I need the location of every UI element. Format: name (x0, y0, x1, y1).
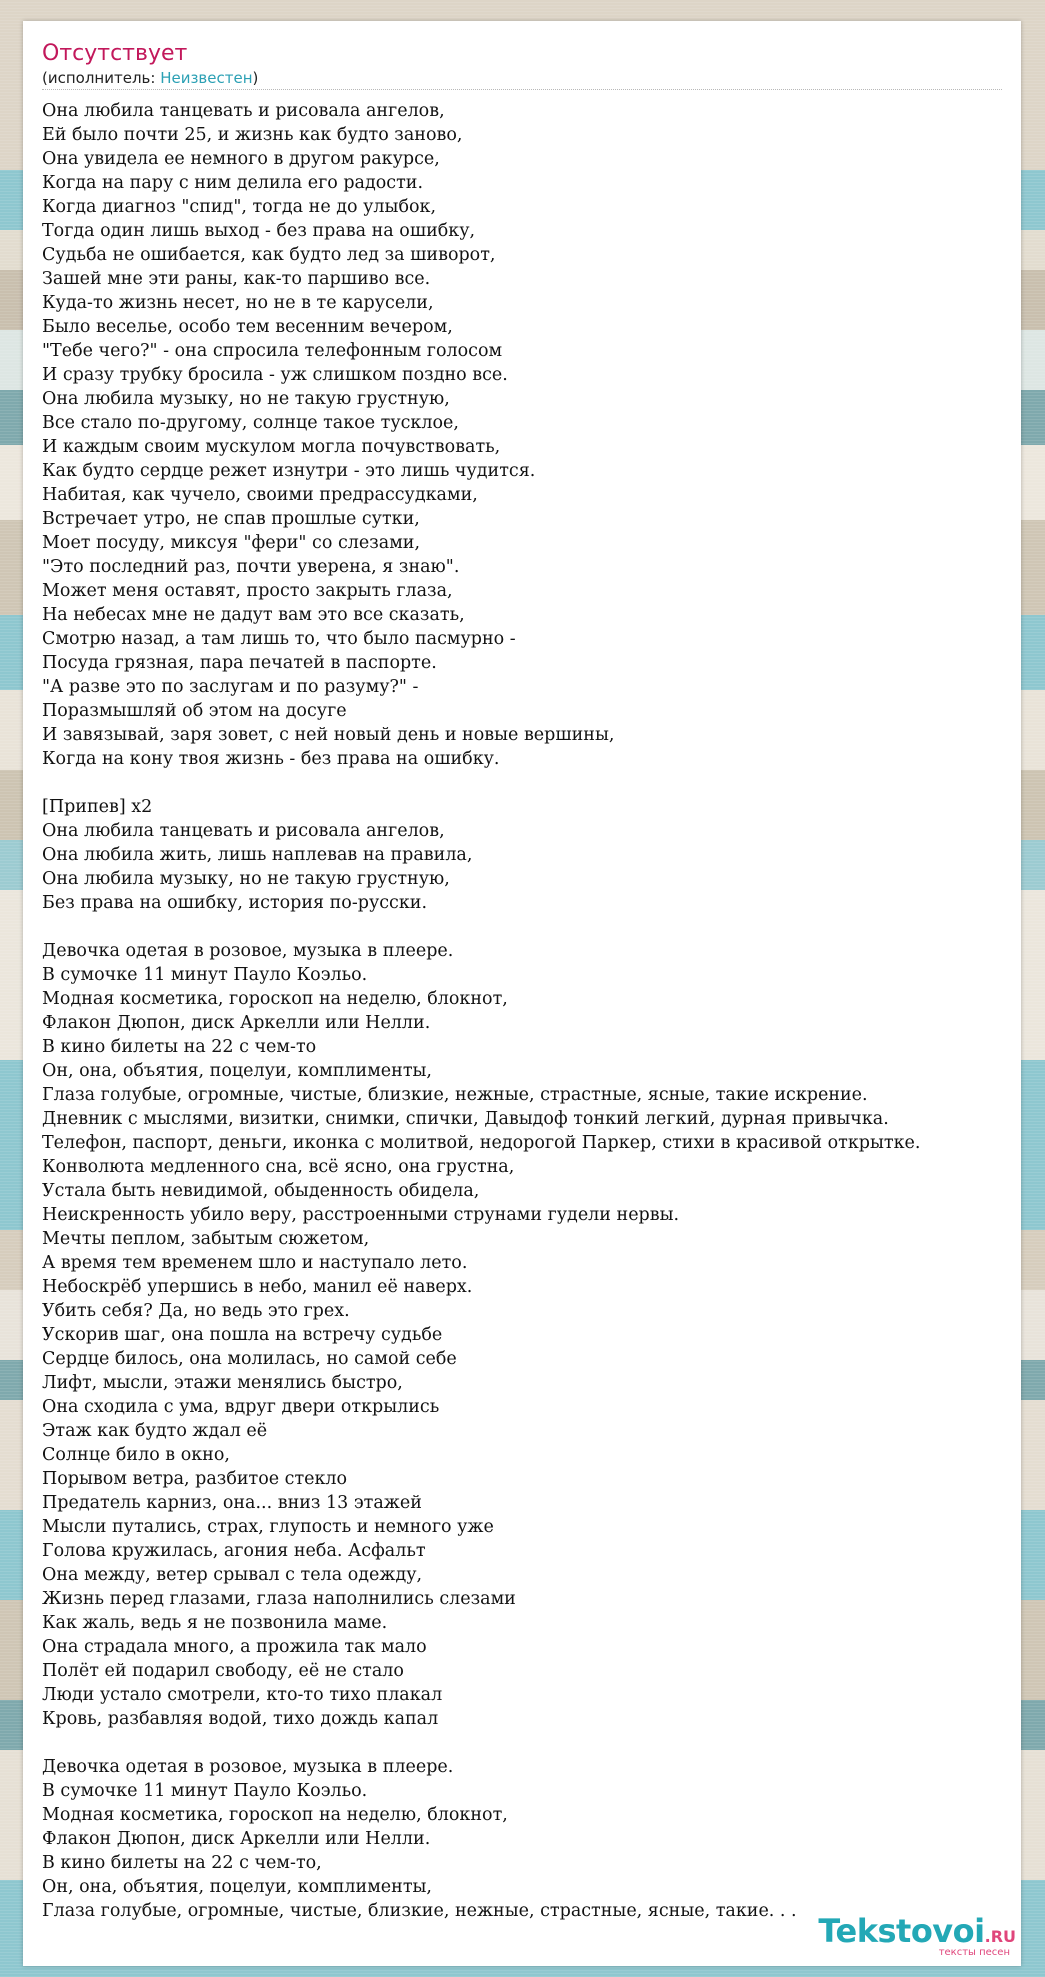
performer-line (42, 69, 258, 87)
logo-main-text: Tekstovoi (818, 1912, 985, 1950)
site-logo[interactable] (818, 1912, 1016, 1958)
lyrics-text: Она любила танцевать и рисовала ангелов, Ей было почти 25, и жизнь как будто заново, Она увидела ее немного в другом ракурсе, Когда на пару с ним делила его радости. Когда диагноз "спид", тогда не до улыбок, Тогда один лишь выход - без права на ошибку, Судьба не ошибается, как будто лед за шиворот, Зашей мне эти раны, как-то паршиво все. Куда-то жизнь несет, но не в те карусели, Было веселье, особо тем весенним вечером, "Тебе чего?" - она спросила телефонным голосом И сразу трубку бросила - уж слишком поздно все. Она любила музыку, но не такую грустную, Все стало по-другому, солнце такое тусклое, И каждым своим мускулом могла почувствовать, Как будто сердце режет изнутри - это лишь чудится. Набитая, как чучело, своими предрассудками, Встречает утро, не спав прошлые сутки, Моет посуду, миксуя "фери" со слезами, "Это последний раз, почти уверена, я знаю". Может меня оставят, просто закрыть глаза, На небесах мне не дадут вам это все сказать, Смотрю назад, а там лишь то, что было пасмурно - Посуда грязная, пара печатей в паспорте. "А разве это по заслугам и по разуму?" - Поразмышляй об этом на досуге И завязывай, заря зовет, с ней новый день и новые вершины, Когда на кону твоя жизнь - без права на ошибку. [Припев] x2 Она любила танцевать и рисовала ангелов, Она любила жить, лишь наплевав на правила, Она любила музыку, но не такую грустную, Без права на ошибку, история по-русски. Девочка одетая в розовое, музыка в плеере. В сумочке 11 минут Пауло Коэльо. Модная косметика, гороскоп на неделю, блокнот, Флакон Дюпон, диск Аркелли или Нелли. В кино билеты на 22 с чем-то Он, она, объятия, поцелуи, комплименты, Глаза голубые, огромные, чистые, близкие, нежные, страстные, ясные, такие искрение. Дневник с мыслями, визитки, снимки, спички, Давыдоф тонкий легкий, дурная привычка. Телефон, паспорт, деньги, иконка с молитвой, недорогой Паркер, стихи в красивой открытке. Конволюта медленного сна, всё ясно, она грустна, Устала быть невидимой, обыденность обидела, Неискренность убило веру, расстроенными струнами гудели нервы. Мечты пеплом, забытым сюжетом, А время тем временем шло и наступало лето. Небоскрёб упершись в небо, манил её наверх. Убить себя? Да, но ведь это грех. Ускорив шаг, она пошла на встречу судьбе Сердце билось, она молилась, но самой себе Лифт, мысли, этажи менялись быстро, Она сходила с ума, вдруг двери открылись Этаж как будто ждал её Солнце било в окно, Порывом ветра, разбитое стекло Предатель карниз, она... вниз 13 этажей Мысли путались, страх, глупость и немного уже Голова кружилась, агония неба. Асфальт Она между, ветер срывал с тела одежду, Жизнь перед глазами, глаза наполнились слезами Как жаль, ведь я не позвонила маме. Она страдала много, а прожила так мало Полёт ей подарил свободу, её не стало Люди устало смотрели, кто-то тихо плакал Кровь, разбавляя водой, тихо дождь капал Девочка одетая в розовое, музыка в плеере. В сумочке 11 минут Пауло Коэльо. Модная косметика, гороскоп на неделю, блокнот, Флакон Дюпон, диск Аркелли или Нелли. В кино билеты на 22 с чем-то, Он, она, объятия, поцелуи, комплименты, Глаза голубые, огромные, чистые, близкие, нежные, страстные, ясные, такие. . . (42, 101, 921, 1921)
song-title: Отсутствует (42, 41, 188, 66)
performer-prefix: (исполнитель: (42, 69, 161, 87)
performer-suffix: ) (252, 69, 259, 87)
lyrics-card (23, 21, 1021, 1966)
performer-link[interactable]: Неизвестен (160, 69, 253, 87)
title-divider (42, 89, 1002, 90)
logo-tagline: тексты песен (938, 1947, 1010, 1958)
logo-tld-text: .RU (984, 1927, 1016, 1946)
